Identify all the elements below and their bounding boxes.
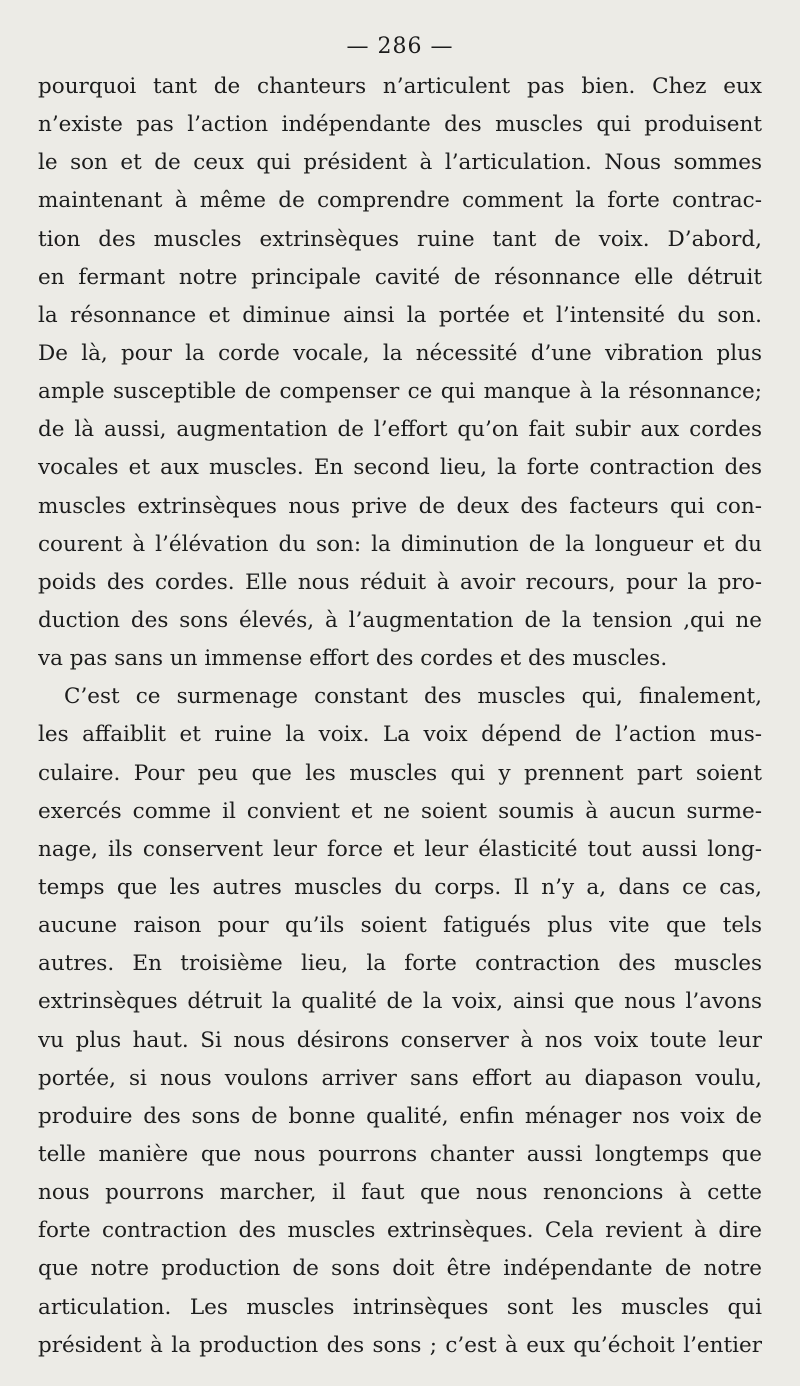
text-line: aucune raison pour qu’ils soient fatigués plus vite que tels (38, 913, 762, 939)
paragraph (38, 678, 762, 1365)
text-line: que notre production de sons doit être indépendante de notre (38, 1256, 762, 1282)
text-line: muscles extrinsèques nous prive de deux des facteurs qui con- (38, 493, 762, 519)
text-line: poids des cordes. Elle nous réduit à avoir recours, pour la pro- (38, 569, 762, 595)
paragraph (38, 68, 762, 678)
text-line: pourquoi tant de chanteurs n’articulent pas bien. Chez eux (38, 74, 762, 99)
text-line: exercés comme il convient et ne soient soumis à aucun surme- (38, 798, 762, 824)
text-line: le son et de ceux qui président à l’articulation. Nous sommes (38, 150, 762, 176)
body-text (38, 68, 762, 1365)
text-line: ample susceptible de compenser ce qui manque à la résonnance; (38, 379, 762, 405)
text-line: extrinsèques détruit la qualité de la voix, ainsi que nous l’avons (38, 989, 762, 1015)
text-line: temps que les autres muscles du corps. Il n’y a, dans ce cas, (38, 874, 762, 900)
text-line: vocales et aux muscles. En second lieu, la forte contraction des (38, 455, 762, 481)
text-line: n’existe pas l’action indépendante des muscles qui produisent (38, 112, 762, 138)
text-line: courent à l’élévation du son: la diminution de la longueur et du (38, 531, 762, 557)
text-line: forte contraction des muscles extrinsèques. Cela revient à dire (38, 1218, 762, 1244)
text-line: les affaiblit et ruine la voix. La voix dépend de l’action mus- (38, 722, 762, 748)
text-line: nous pourrons marcher, il faut que nous renoncions à cette (38, 1180, 762, 1206)
text-line: portée, si nous voulons arriver sans effort au diapason voulu, (38, 1065, 762, 1091)
text-line: va pas sans un immense effort des cordes et des muscles. (38, 646, 668, 672)
text-line: la résonnance et diminue ainsi la portée et l’intensité du son. (38, 302, 762, 328)
text-line: de là aussi, augmentation de l’effort qu’on fait subir aux cordes (38, 417, 762, 443)
page-number: — 286 — (346, 34, 454, 59)
text-line: culaire. Pour peu que les muscles qui y prennent part soient (38, 760, 762, 786)
text-line: vu plus haut. Si nous désirons conserver à nos voix toute leur (38, 1027, 762, 1053)
text-line: en fermant notre principale cavité de résonnance elle détruit (38, 264, 762, 290)
text-line: De là, pour la corde vocale, la nécessité d’une vibration plus (38, 340, 762, 366)
text-line: autres. En troisième lieu, la forte contraction des muscles (38, 951, 762, 977)
text-line: articulation. Les muscles intrinsèques sont les muscles qui (38, 1294, 762, 1320)
text-line: maintenant à même de comprendre comment la forte contrac- (38, 188, 762, 214)
text-line: produire des sons de bonne qualité, enfin ménager nos voix de (38, 1103, 762, 1129)
text-line: nage, ils conservent leur force et leur élasticité tout aussi long- (38, 836, 762, 862)
text-line: C’est ce surmenage constant des muscles qui, finalement, (64, 684, 762, 710)
text-line: telle manière que nous pourrons chanter aussi longtemps que (38, 1141, 762, 1167)
text-line: tion des muscles extrinsèques ruine tant de voix. D’abord, (38, 226, 762, 252)
text-line: duction des sons élevés, à l’augmentation de la tension ,qui ne (38, 607, 762, 633)
text-line: président à la production des sons ; c’est à eux qu’échoit l’entier (38, 1332, 762, 1358)
